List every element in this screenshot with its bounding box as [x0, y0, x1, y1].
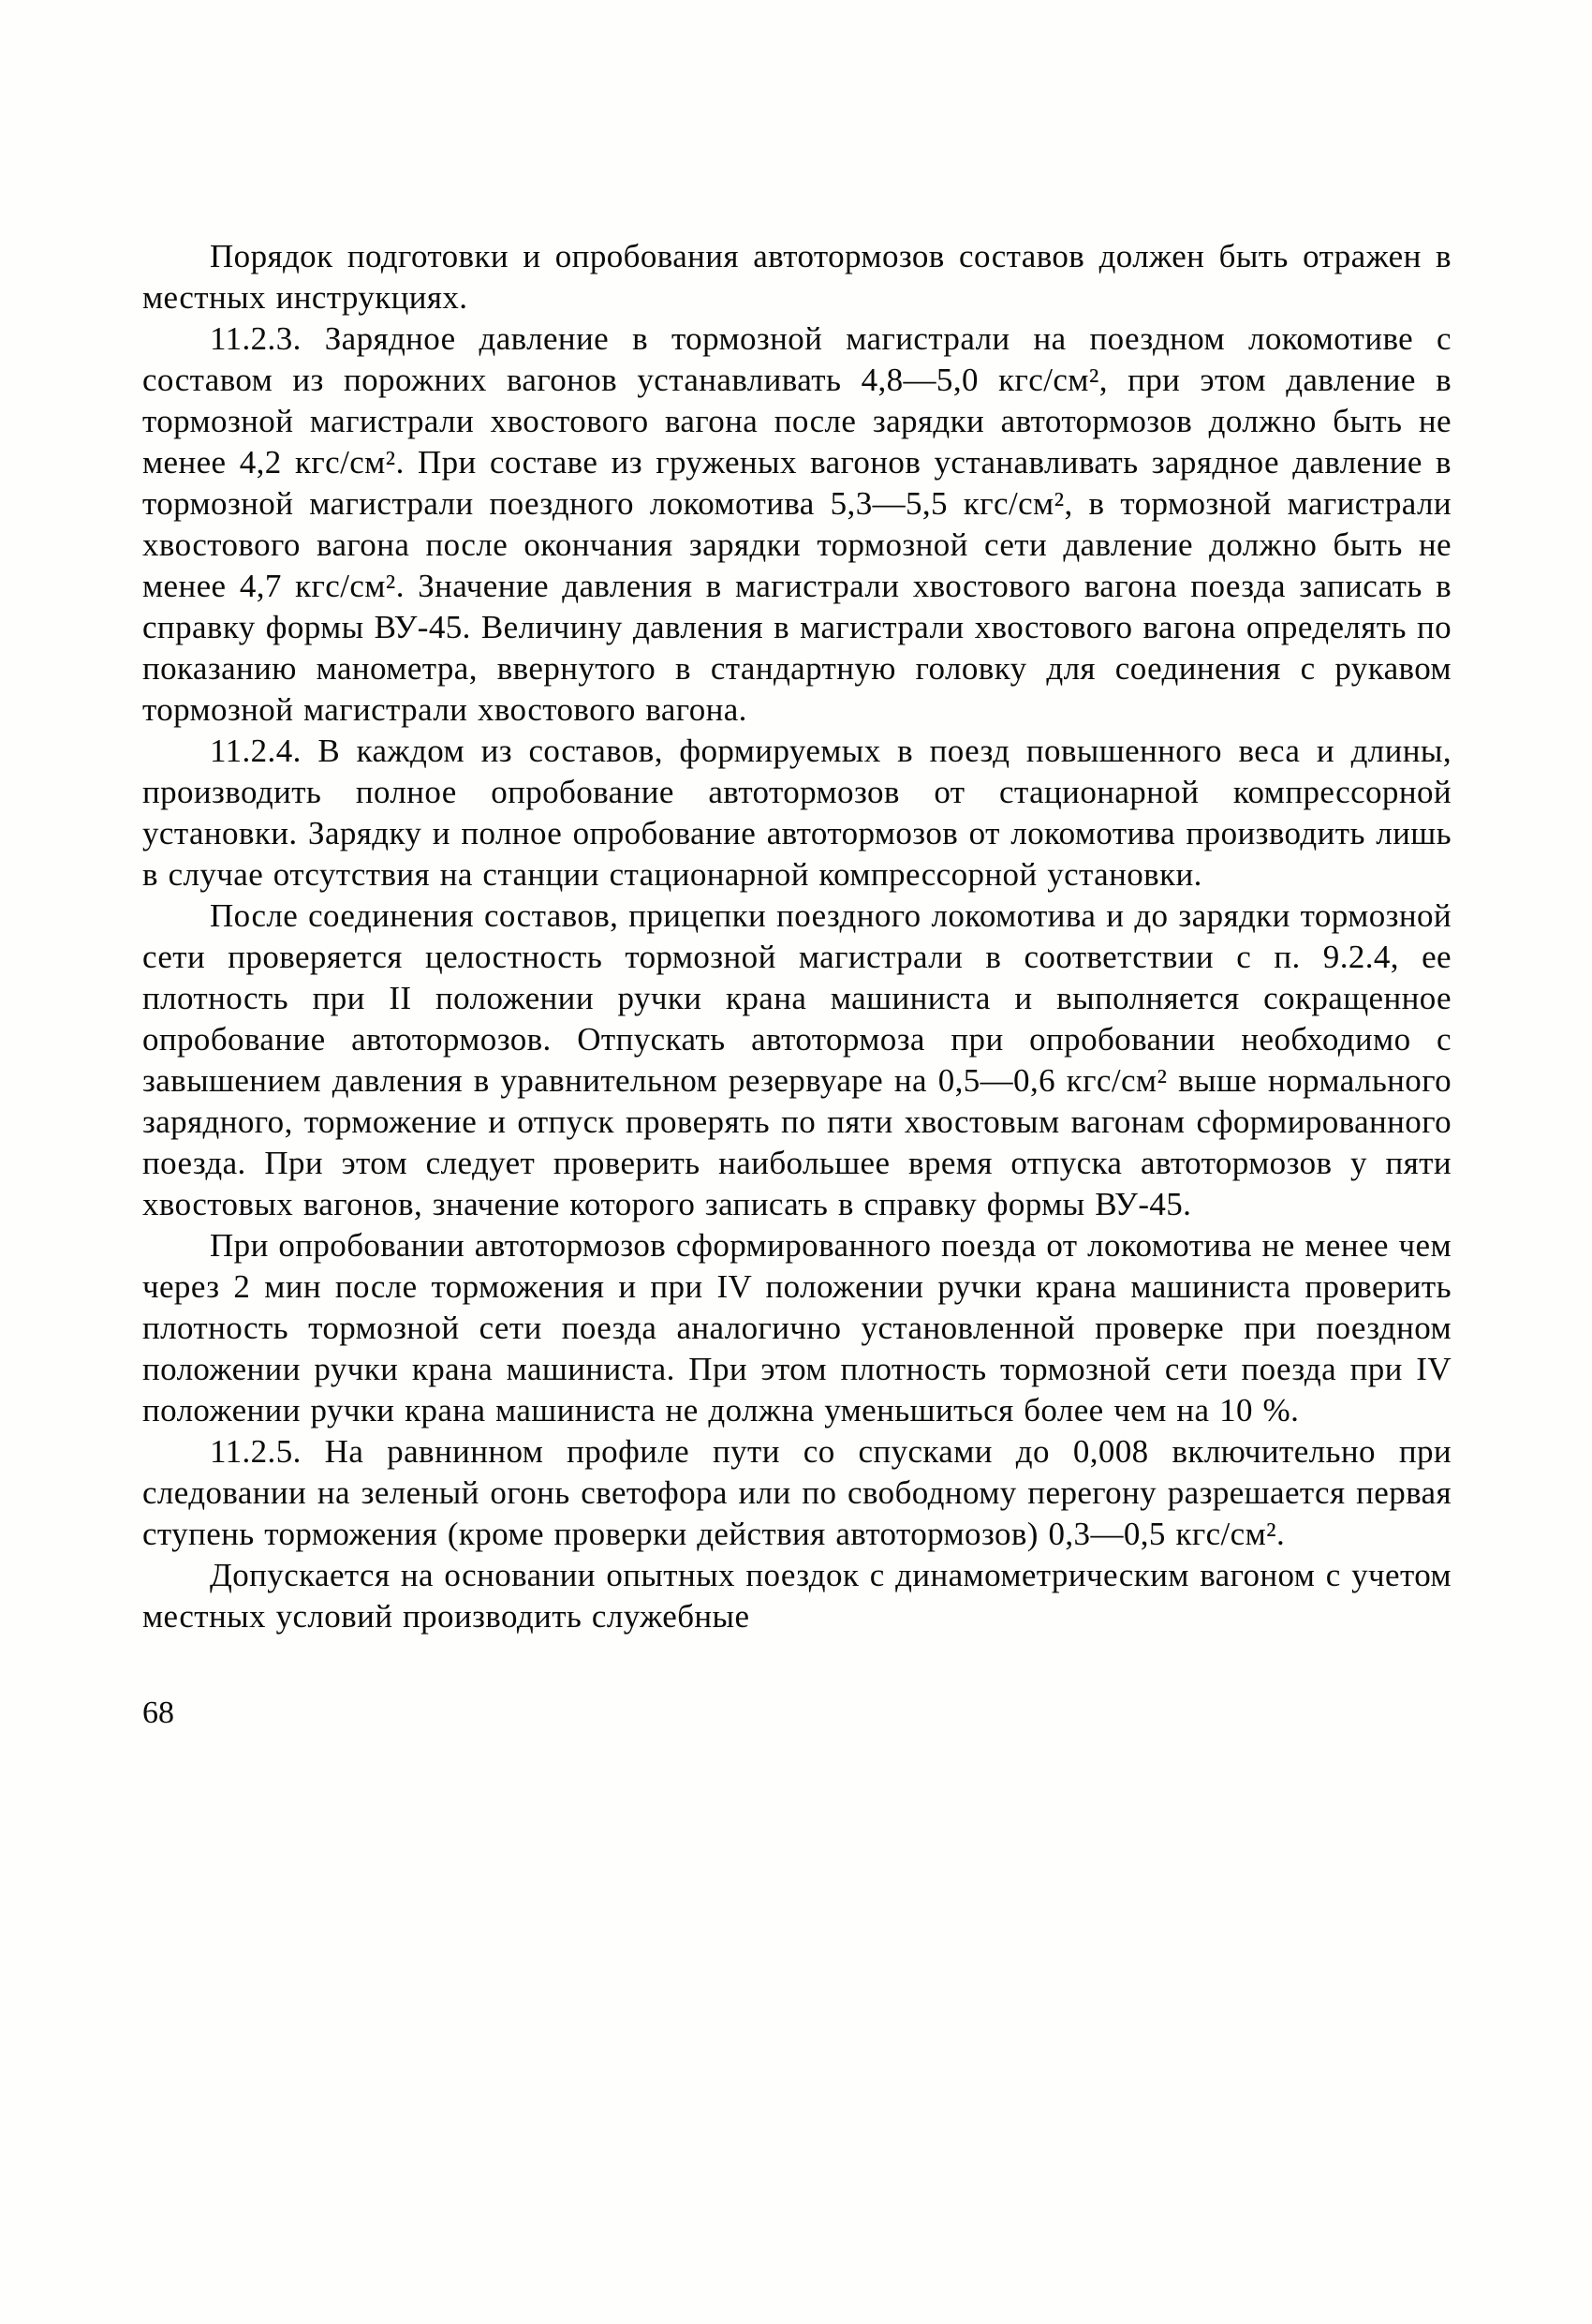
paragraph-11-2-4: 11.2.4. В каждом из составов, формируемых в поезд повышенного веса и длины, производить полное опробование автотормозов от стационарной компрессорной установки. Зарядку и полное опробование автотормозов от локомотива производить лишь в случае отсутствия на станции стационарной компрессорной установки. — [142, 733, 1452, 893]
paragraph-brake-test: При опробовании автотормозов сформированного поезда от локомотива не менее чем через 2 мин после торможения и при IV положении ручки крана машиниста проверить плотность тормозной сети поезда аналогично установленной проверке при поездном положении ручки крана машиниста. При этом плотность тормозной сети поезда при IV положении ручки крана машиниста не должна уменьшиться более чем на 10 %. — [142, 1227, 1452, 1428]
page-body-text — [142, 236, 1452, 1637]
paragraph-intro: Порядок подготовки и опробования автотормозов составов должен быть отражен в местных инструкциях. — [142, 238, 1452, 316]
paragraph-11-2-5: 11.2.5. На равнинном профиле пути со спусками до 0,008 включительно при следовании на зеленый огонь светофора или по свободному перегону разрешается первая ступень торможения (кроме проверки действия автотормозов) 0,3—0,5 кгс/см². — [142, 1433, 1452, 1552]
paragraph-11-2-3: 11.2.3. Зарядное давление в тормозной магистрали на поездном локомотиве с составом из порожних вагонов устанавливать 4,8—5,0 кгс/см², при этом давление в тормозной магистрали хвостового вагона после зарядки автотормозов должно быть не менее 4,2 кгс/см². При составе из груженых вагонов устанавливать зарядное давление в тормозной магистрали поездного локомотива 5,3—5,5 кгс/см², в тормозной магистрали хвостового вагона после окончания зарядки тормозной сети давление должно быть не менее 4,7 кгс/см². Значение давления в магистрали хвостового вагона поезда записать в справку формы ВУ-45. Величину давления в магистрали хвостового вагона определять по показанию манометра, ввернутого в стандартную головку для соединения с рукавом тормозной магистрали хвостового вагона. — [142, 320, 1452, 728]
page-number: 68 — [142, 1695, 174, 1730]
paragraph-after-coupling: После соединения составов, прицепки поездного локомотива и до зарядки тормозной сети проверяется целостность тормозной магистрали в соответствии с п. 9.2.4, ее плотность при II положении ручки крана машиниста и выполняется сокращенное опробование автотормозов. Отпускать автотормоза при опробовании необходимо с завышением давления в уравнительном резервуаре на 0,5—0,6 кгс/см² выше нормального зарядного, торможение и отпуск проверять по пяти хвостовым вагонам сформированного поезда. При этом следует проверить наибольшее время отпуска автотормозов у пяти хвостовых вагонов, значение которого записать в справку формы ВУ-45. — [142, 897, 1452, 1222]
paragraph-final: Допускается на основании опытных поездок с динамометрическим вагоном с учетом местных условий производить служебные — [142, 1557, 1452, 1635]
